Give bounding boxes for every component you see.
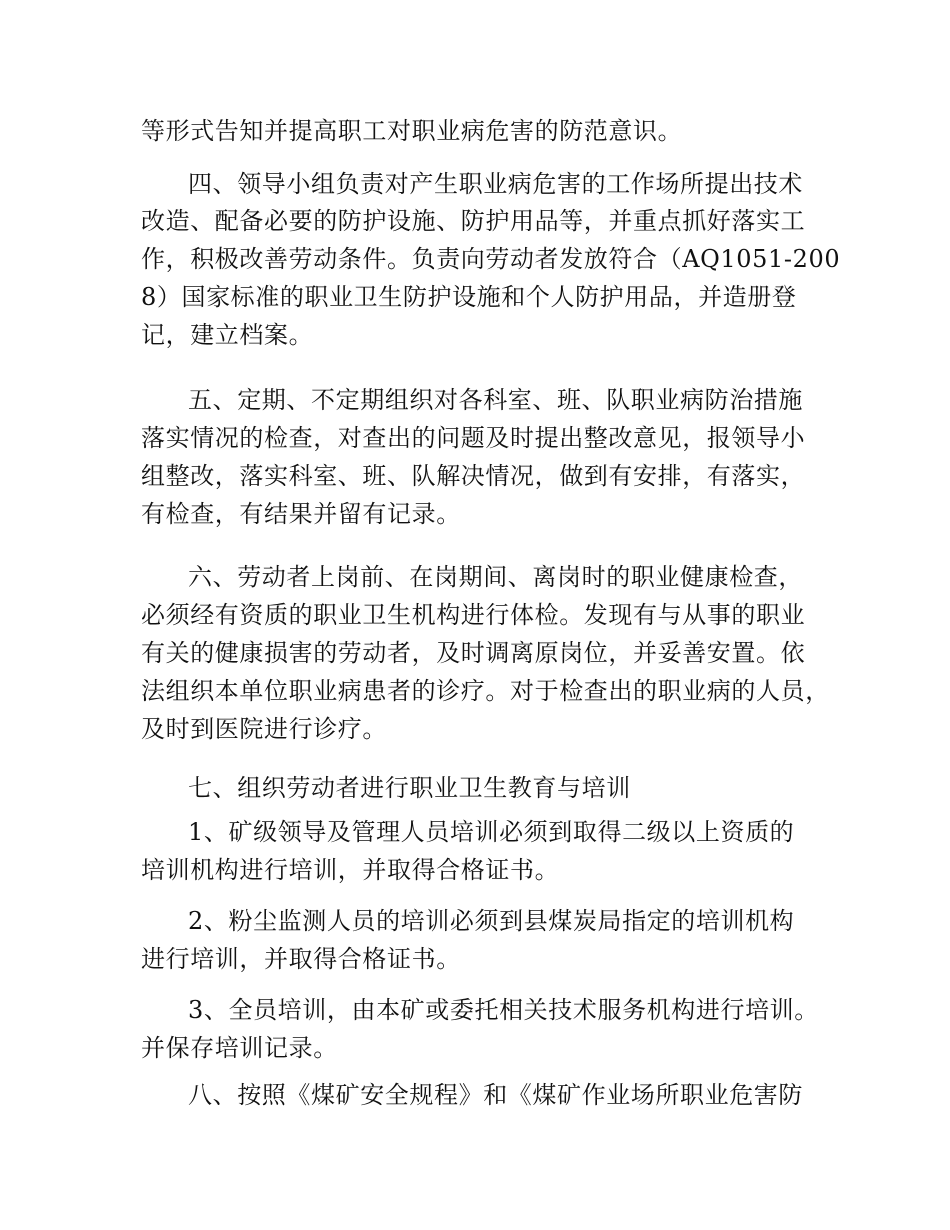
text-line: 等形式告知并提高职工对职业病危害的防范意识。 — [141, 117, 683, 145]
text-line: 及时到医院进行诊疗。 — [141, 715, 387, 743]
text-line: 培训机构进行培训，并取得合格证书。 — [141, 856, 560, 884]
text-line: 七、组织劳动者进行职业卫生教育与培训 — [188, 774, 631, 802]
text-line: 有检查，有结果并留有记录。 — [141, 500, 461, 528]
text-line: 作，积极改善劳动条件。负责向劳动者发放符合（AQ1051-200 — [141, 245, 841, 273]
text-line: 必须经有资质的职业卫生机构进行体检。发现有与从事的职业 — [141, 601, 806, 629]
text-line: 八、按照《煤矿安全规程》和《煤矿作业场所职业危害防 — [188, 1081, 803, 1109]
text-line: 2、粉尘监测人员的培训必须到县煤炭局指定的培训机构 — [188, 907, 795, 935]
text-line: 有关的健康损害的劳动者，及时调离原岗位，并妥善安置。依 — [141, 639, 806, 667]
text-line: 四、领导小组负责对产生职业病危害的工作场所提出技术 — [188, 170, 803, 198]
text-line: 法组织本单位职业病患者的诊疗。对于检查出的职业病的人员， — [141, 677, 830, 705]
text-line: 3、全员培训，由本矿或委托相关技术服务机构进行培训。 — [188, 996, 819, 1024]
text-line: 改造、配备必要的防护设施、防护用品等，并重点抓好落实工 — [141, 207, 806, 235]
text-line: 记，建立档案。 — [141, 321, 314, 349]
text-line: 并保存培训记录。 — [141, 1034, 338, 1062]
text-line: 1、矿级领导及管理人员培训必须到取得二级以上资质的 — [188, 818, 795, 846]
text-line: 五、定期、不定期组织对各科室、班、队职业病防治措施 — [188, 386, 803, 414]
text-line: 落实情况的检查，对查出的问题及时提出整改意见，报领导小 — [141, 424, 806, 452]
text-line: 8）国家标准的职业卫生防护设施和个人防护用品，并造册登 — [141, 283, 797, 311]
text-line: 组整改，落实科室、班、队解决情况，做到有安排，有落实， — [141, 462, 806, 490]
text-line: 进行培训，并取得合格证书。 — [141, 945, 461, 973]
text-line: 六、劳动者上岗前、在岗期间、离岗时的职业健康检查， — [188, 563, 803, 591]
